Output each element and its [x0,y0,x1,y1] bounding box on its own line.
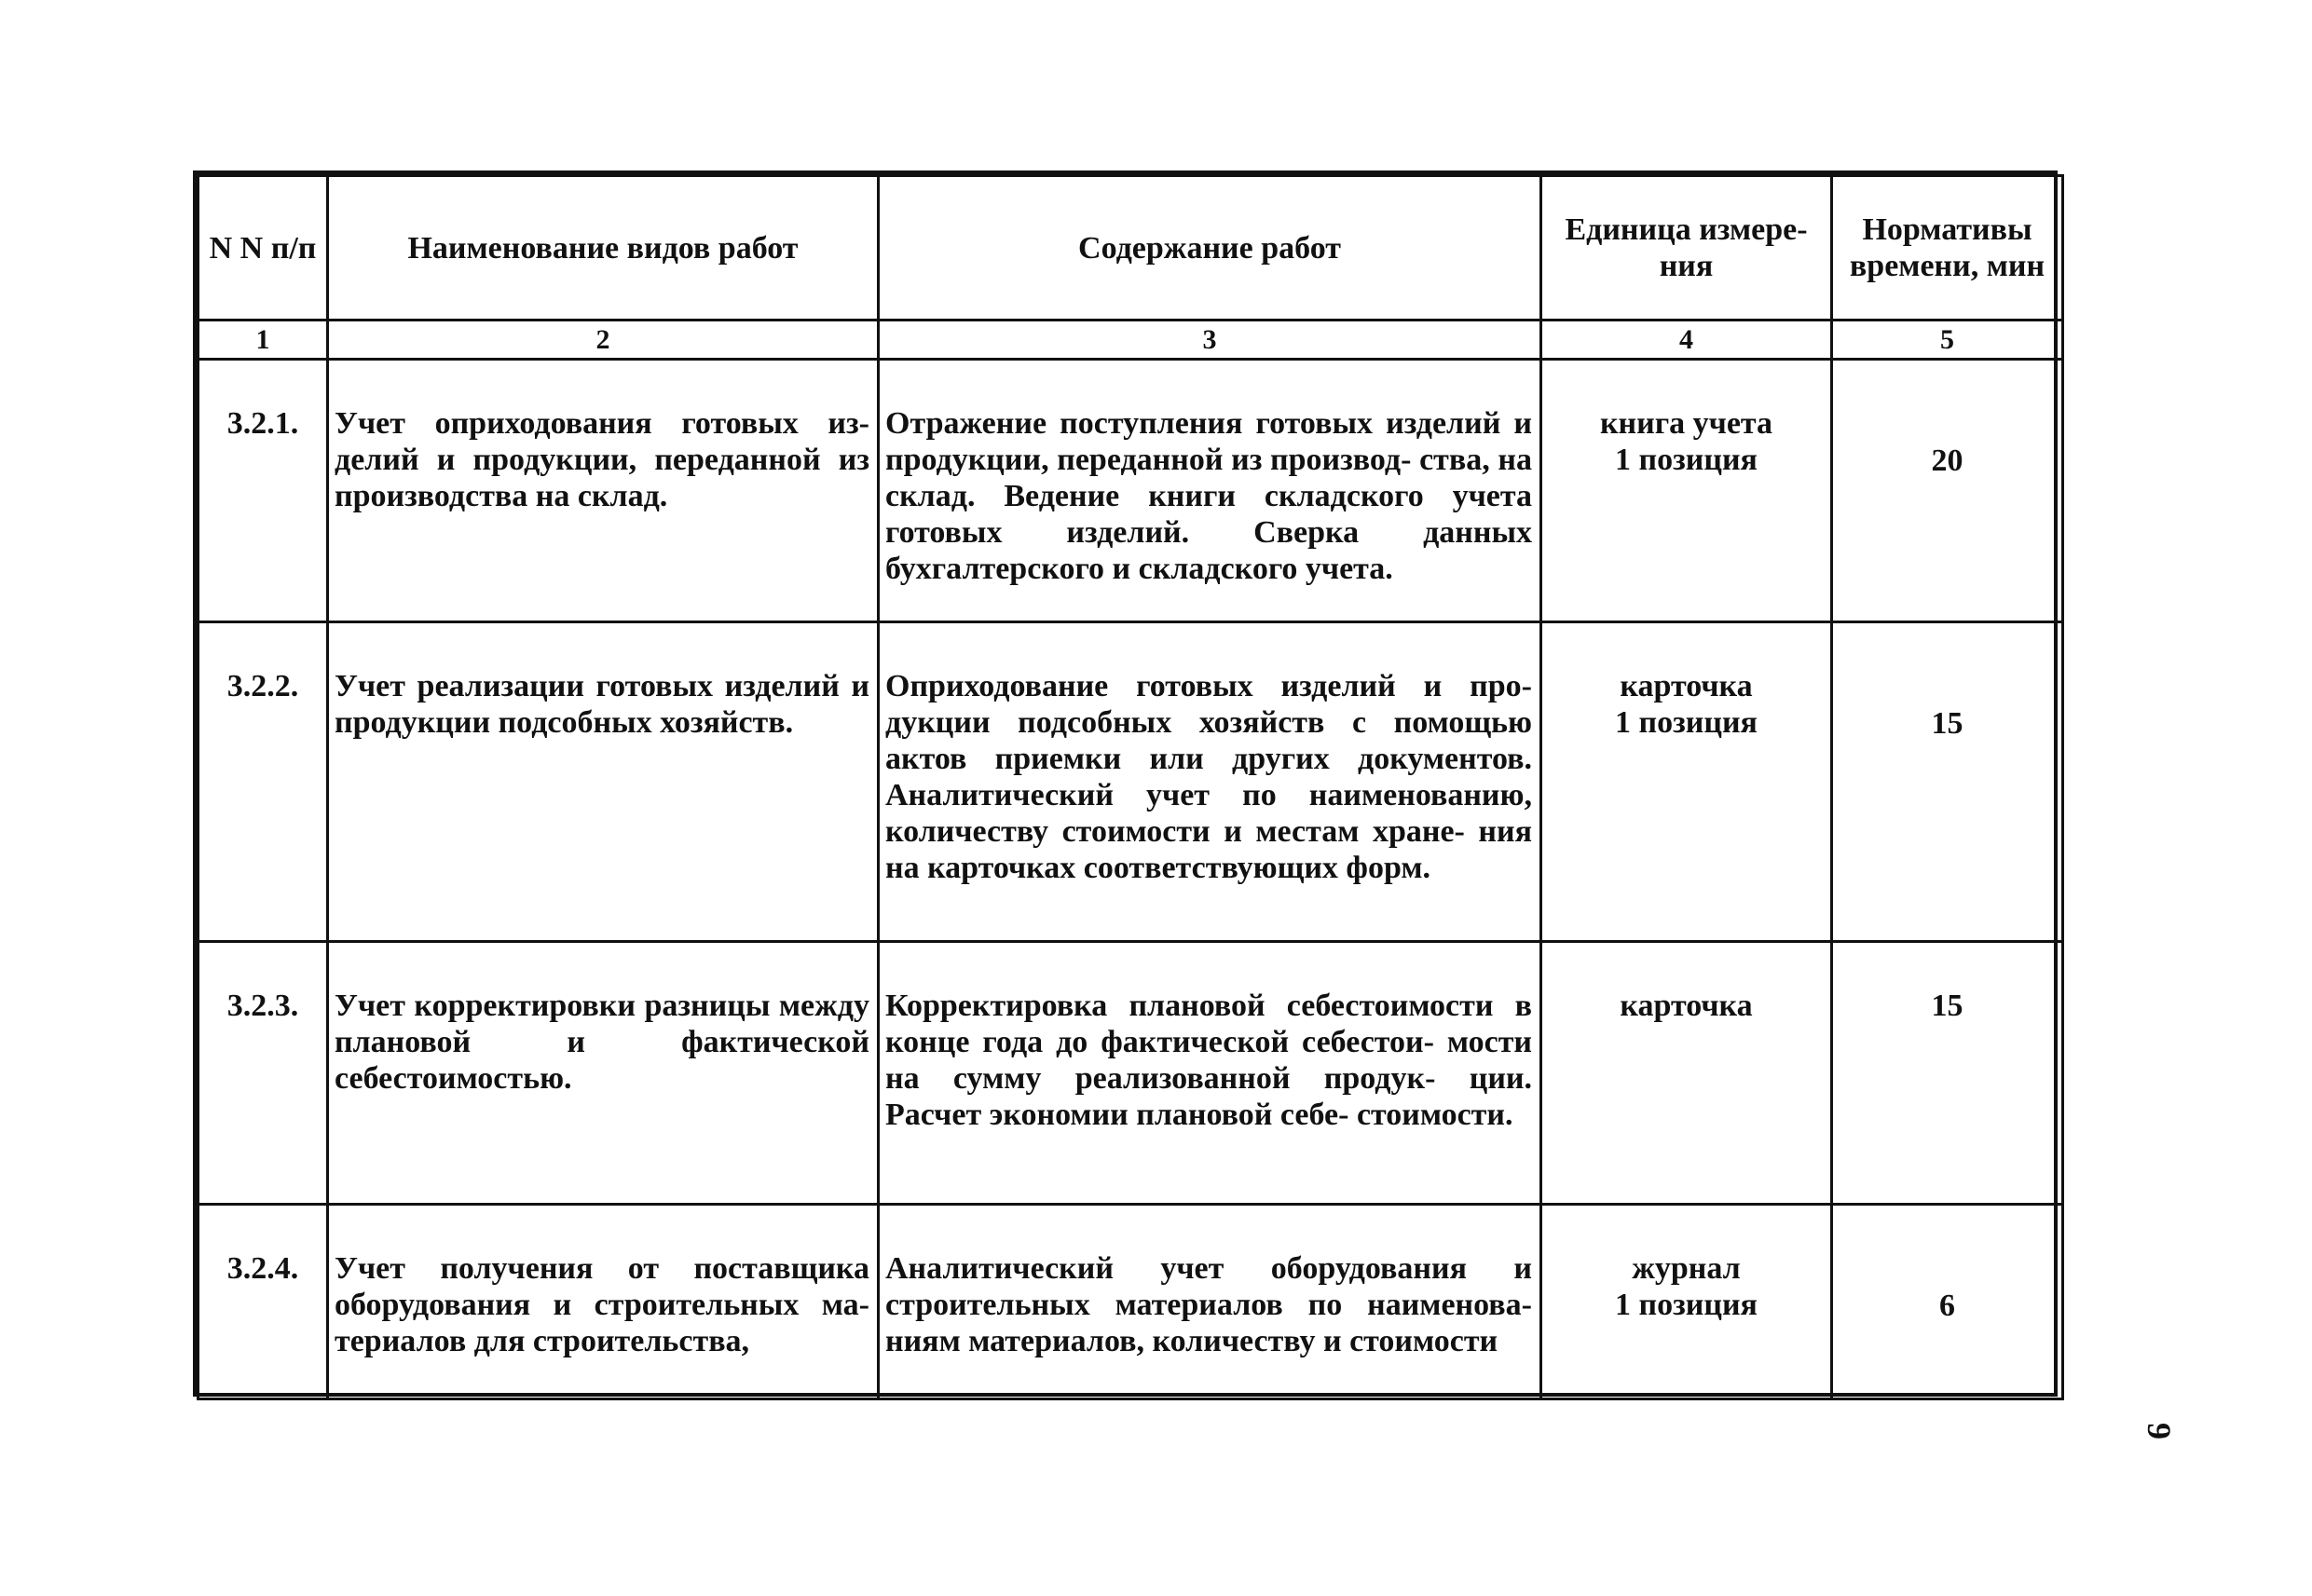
unit-line: 1 позиция [1615,705,1758,740]
unit-cell [1541,622,1832,942]
table-row [198,622,2063,942]
column-number: 2 [328,321,879,360]
time-norm: 20 [1832,360,2063,622]
work-type-name: Учет оприходования готовых из- делий и продукции, переданной из производства на склад. [328,360,879,622]
column-number-row [198,321,2063,360]
time-norm: 6 [1832,1205,2063,1399]
work-content: Корректировка плановой себестоимости в конце года до фактической себестои- мости на сумму реализованной продук- ции. Расчет экономии плановой себе- стоимости. [879,942,1541,1205]
row-number: 3.2.4. [198,1205,328,1399]
table-header-row [198,176,2063,321]
page-number: 9 [2141,1423,2178,1439]
table-row [198,1205,2063,1399]
unit-line: карточка [1620,989,1753,1023]
unit-line: карточка [1620,669,1753,703]
column-number: 1 [198,321,328,360]
norms-table [197,174,2064,1400]
unit-line: 1 позиция [1615,443,1758,477]
work-content: Оприходование готовых изделий и про- дукции подсобных хозяйств с помощью актов приемки или других документов. Аналитический учет по наименованию, количеству стоимости и местам хране- ния на карточках соответствующих форм. [879,622,1541,942]
row-number: 3.2.1. [198,360,328,622]
column-number: 5 [1832,321,2063,360]
table-row [198,360,2063,622]
table-row [198,942,2063,1205]
row-number: 3.2.3. [198,942,328,1205]
header-work-type: Наименование видов работ [328,176,879,321]
work-type-name: Учет получения от поставщика оборудования и строительных ма- териалов для строительства, [328,1205,879,1399]
column-number: 3 [879,321,1541,360]
unit-line: 1 позиция [1615,1288,1758,1322]
norms-table-frame [193,171,2058,1397]
unit-line: журнал [1632,1251,1741,1286]
header-unit: Единица измере- ния [1541,176,1832,321]
work-content: Отражение поступления готовых изделий и продукции, переданной из производ- ства, на склад. Ведение книги складского учета готовых изделий. Сверка данных бухгалтерского и складского учета. [879,360,1541,622]
header-work-content: Содержание работ [879,176,1541,321]
time-norm: 15 [1832,942,2063,1205]
column-number: 4 [1541,321,1832,360]
header-time-norm: Нормативы времени, мин [1832,176,2063,321]
unit-cell [1541,1205,1832,1399]
unit-cell [1541,942,1832,1205]
unit-cell [1541,360,1832,622]
header-number: N N п/п [198,176,328,321]
time-norm: 15 [1832,622,2063,942]
unit-line: книга учета [1599,406,1773,441]
work-type-name: Учет реализации готовых изделий и продукции подсобных хозяйств. [328,622,879,942]
work-content: Аналитический учет оборудования и строительных материалов по наименова- ниям материалов, количеству и стоимости [879,1205,1541,1399]
row-number: 3.2.2. [198,622,328,942]
work-type-name: Учет корректировки разницы между плановой и фактической себестоимостью. [328,942,879,1205]
